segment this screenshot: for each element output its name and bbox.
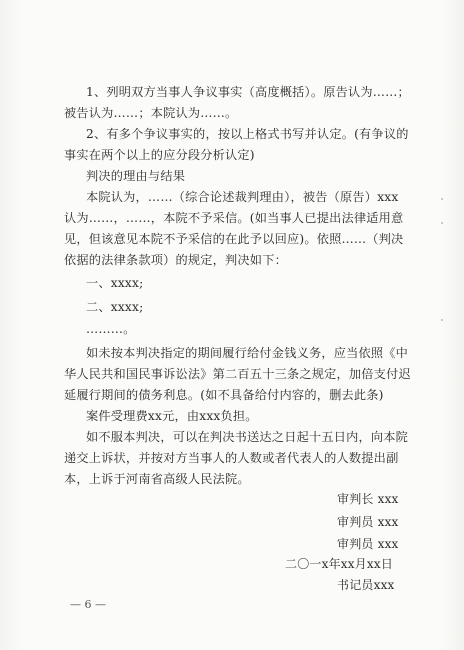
text-line: 案件受理费xx元，由xxx负担。 [86, 409, 258, 423]
court-clerk: 书记员xxx [337, 578, 395, 592]
presiding-judge: 审判长 xxx [337, 492, 399, 506]
judge: 审判员 xxx [337, 515, 399, 529]
text-line: 本，上诉于河南省高级人民法院。 [64, 472, 250, 486]
judgment-item: 一、xxxx; [86, 276, 144, 290]
text-line: 1、列明双方当事人争议事实（高度概括）。原告认为……； [86, 85, 410, 99]
scan-speck [441, 222, 443, 224]
text-line: 事实在两个以上的应分段分析认定) [64, 148, 255, 162]
scan-speck [441, 198, 443, 200]
text-line: 本院认为，……（综合论述裁判理由），被告（原告）xxx [86, 190, 399, 204]
judgment-date: 二〇一x年xx月xx日 [285, 557, 394, 571]
text-line: 被告认为……；本院认为……。 [64, 106, 238, 120]
text-line: 延履行期间的债务利息。(如不具备给付内容的，删去此条) [64, 388, 384, 402]
judgment-item: 二、xxxx; [86, 300, 144, 314]
judgment-item: ………。 [86, 322, 136, 336]
scan-speck [441, 319, 443, 321]
judge: 审判员 xxx [337, 537, 399, 551]
text-line: 认为……，……，本院不予采信。(如当事人已提出法律适用意 [64, 211, 404, 225]
text-line: 如未按本判决指定的期间履行给付金钱义务，应当依照《中 [86, 346, 409, 360]
text-line: 如不服本判决，可以在判决书送达之日起十五日内，向本院 [86, 430, 409, 444]
text-line: 见，但该意见本院不予采信的在此予以回应)。依照……（判决 [64, 232, 404, 246]
page-number: — 6 — [70, 598, 106, 611]
text-line: 华人民共和国民事诉讼法》第二百五十三条之规定，加倍支付迟 [64, 367, 411, 381]
text-line: 2、有多个争议事实的，按以上格式书写并认定。(有争议的 [86, 127, 409, 141]
text-line: 依据的法律条款项）的规定，判决如下： [64, 253, 287, 267]
text-line: 递交上诉状，并按对方当事人的人数或者代表人的人数提出副 [64, 451, 399, 465]
section-heading: 判决的理由与结果 [86, 169, 186, 183]
